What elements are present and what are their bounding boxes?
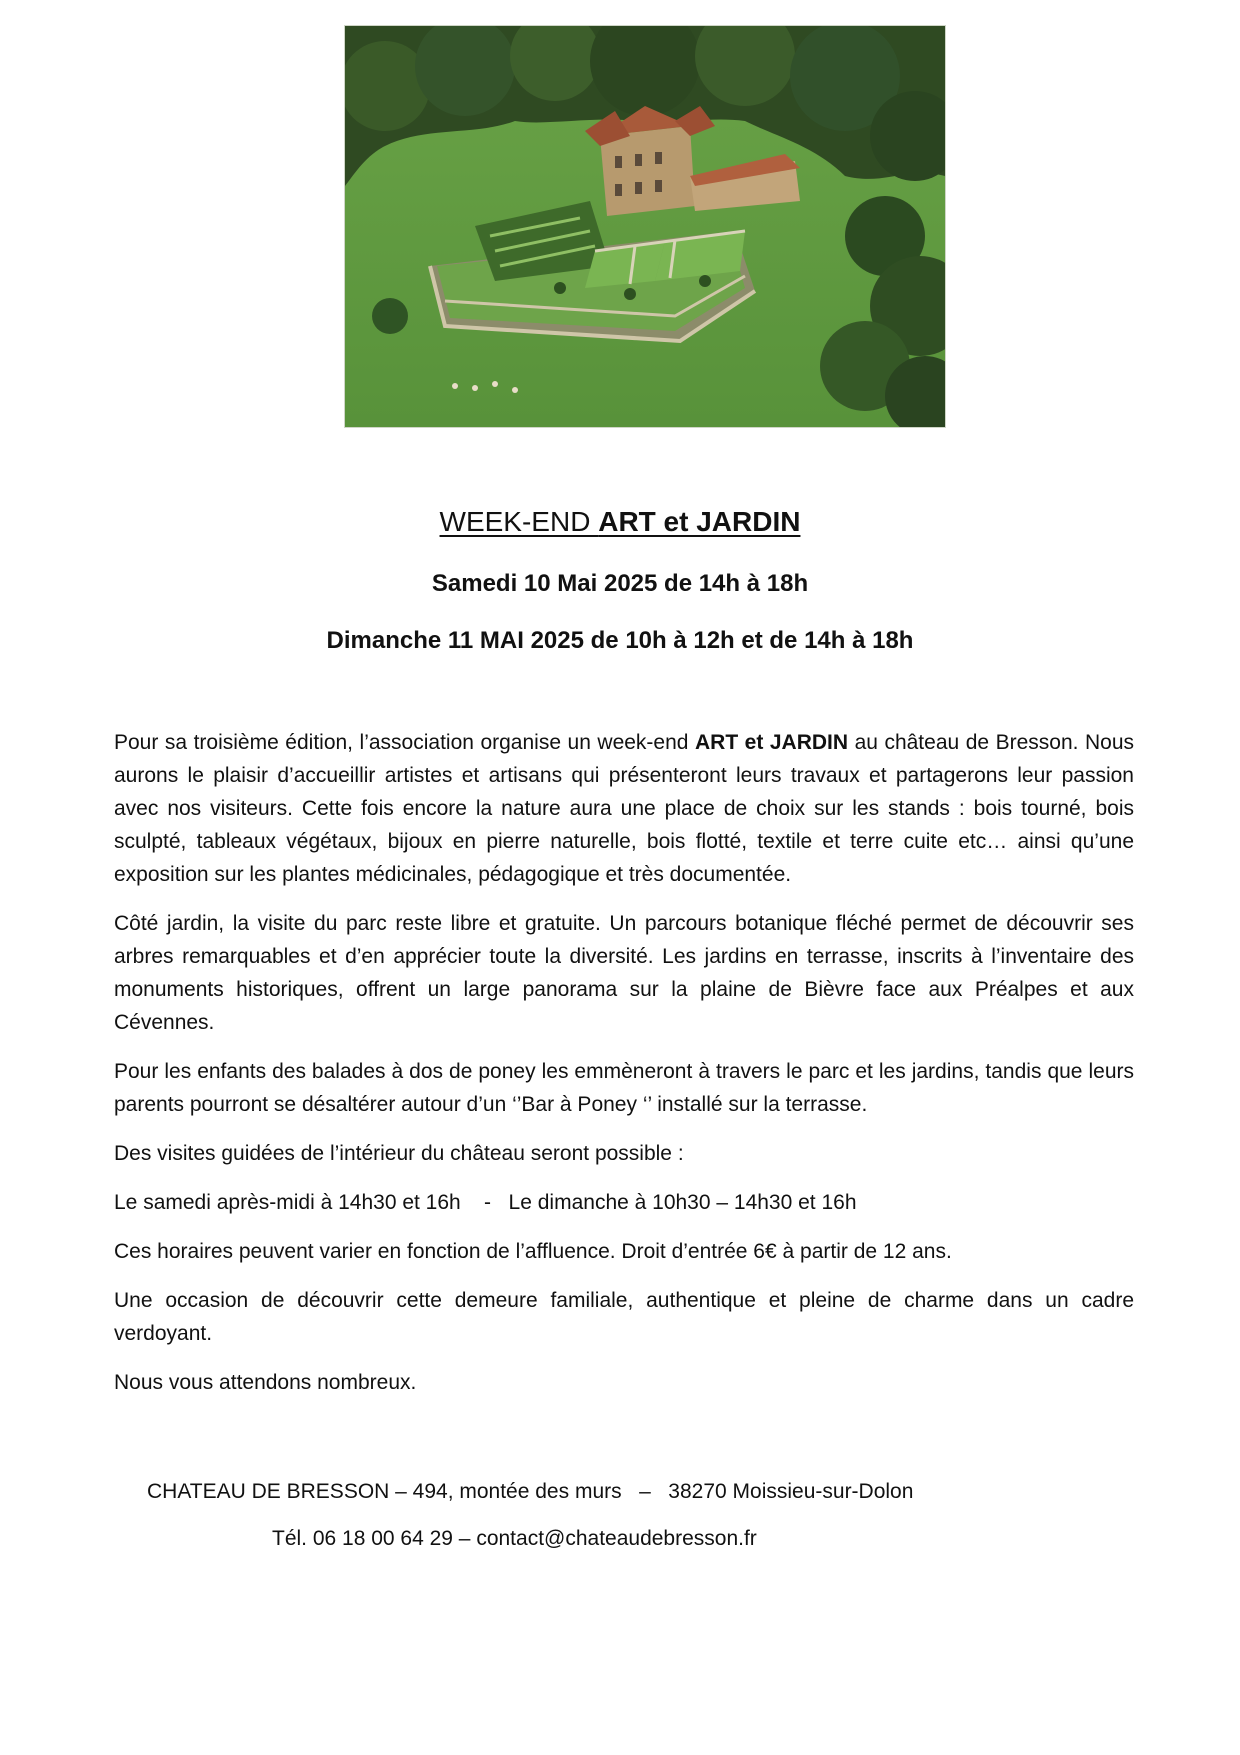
- event-title-bold: ART et JARDIN: [598, 506, 801, 537]
- paragraph-closing: Nous vous attendons nombreux.: [114, 1371, 417, 1394]
- paragraph-tour-schedule: Le samedi après-midi à 14h30 et 16h - Le dimanche à 10h30 – 14h30 et 16h: [114, 1191, 857, 1214]
- event-description: [114, 726, 1134, 1415]
- event-title: [0, 506, 1240, 538]
- paragraph-intro: [114, 726, 1134, 891]
- paragraph-occasion: Une occasion de découvrir cette demeure familiale, authentique et pleine de charme dans un cadre verdoyant.: [114, 1289, 1134, 1345]
- footer-contact: Tél. 06 18 00 64 29 – contact@chateaudebresson.fr: [272, 1527, 757, 1550]
- paragraph-guided-tours: Des visites guidées de l’intérieur du château seront possible :: [114, 1142, 684, 1165]
- intro-rest: au château de Bresson. Nous aurons le plaisir d’accueillir artistes et artisans qui présenteront leurs travaux et partagerons leur passion avec nos visiteurs. Cette fois encore la nature aura une place de choix sur les stands : bois tourné, bois sculpté, tableaux végétaux, bijoux en pierre naturelle, bois flotté, textile et terre cuite etc… ainsi qu’une exposition sur les plantes médicinales, pédagogique et très documentée.: [114, 731, 1134, 886]
- saturday-hours: Samedi 10 Mai 2025 de 14h à 18h: [431, 570, 809, 597]
- paragraph-prices: Ces horaires peuvent varier en fonction de l’affluence. Droit d’entrée 6€ à partir de 12 ans.: [114, 1240, 952, 1263]
- sunday-hours: Dimanche 11 MAI 2025 de 10h à 12h et de 14h à 18h: [326, 627, 914, 654]
- intro-bold: ART et JARDIN: [694, 731, 849, 754]
- paragraph-children: Pour les enfants des balades à dos de poney les emmèneront à travers le parc et les jardins, tandis que leurs parents pourront se désaltérer autour d’un ‘’Bar à Poney ‘’ installé sur la terrasse.: [114, 1060, 1134, 1116]
- chateau-aerial-photo: [344, 25, 946, 428]
- footer-address: CHATEAU DE BRESSON – 494, montée des murs – 38270 Moissieu-sur-Dolon: [147, 1480, 914, 1503]
- paragraph-garden: Côté jardin, la visite du parc reste libre et gratuite. Un parcours botanique fléché permet de découvrir ses arbres remarquables et d’en apprécier toute la diversité. Les jardins en terrasse, inscrits à l’inventaire des monuments historiques, offrent un large panorama sur la plaine de Bièvre face aux Préalpes et aux Cévennes.: [114, 912, 1134, 1034]
- intro-start: Pour sa troisième édition, l’association organise un week-end: [114, 731, 695, 754]
- event-title-prefix: WEEK-END: [439, 506, 599, 537]
